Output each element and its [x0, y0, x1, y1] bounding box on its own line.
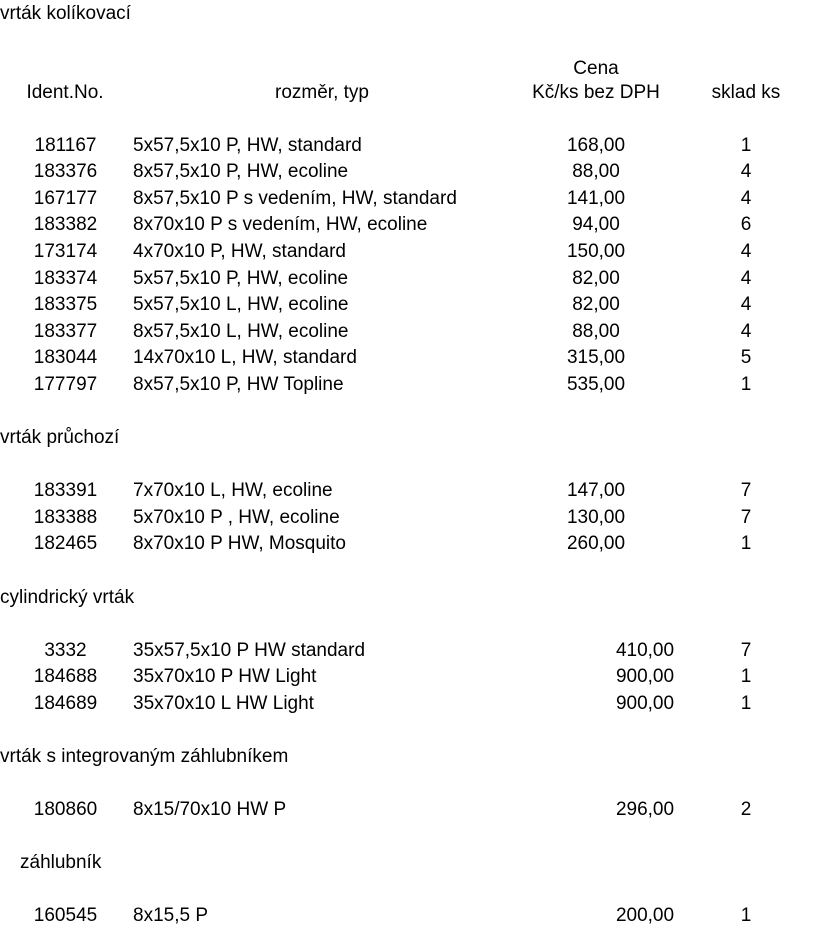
row-stock: 7 — [740, 480, 752, 501]
row-stock: 1 — [740, 693, 752, 714]
row-size: 8x57,5x10 P, HW, ecoline — [133, 161, 349, 182]
row-price: 88,00 — [572, 321, 620, 342]
row-stock: 7 — [740, 507, 752, 528]
section-title-kolikovaci: vrták kolíkovací — [0, 3, 131, 24]
row-size: 8x57,5x10 P, HW Topline — [133, 374, 344, 395]
row-size: 5x57,5x10 L, HW, ecoline — [133, 294, 349, 315]
row-id: 184688 — [33, 666, 98, 687]
section-title-zahlubnik: záhlubník — [20, 852, 102, 873]
row-id: 167177 — [33, 188, 98, 209]
row-id: 183374 — [33, 268, 98, 289]
row-price: 410,00 — [615, 640, 675, 661]
row-price: 130,00 — [566, 507, 626, 528]
section-title-integrovany-zahlubnik: vrták s integrovaným záhlubníkem — [0, 746, 289, 767]
row-stock: 4 — [740, 241, 752, 262]
row-price: 535,00 — [566, 374, 626, 395]
row-stock: 1 — [740, 374, 752, 395]
row-price: 88,00 — [572, 161, 620, 182]
row-size: 14x70x10 L, HW, standard — [133, 347, 357, 368]
row-stock: 6 — [740, 214, 752, 235]
row-size: 8x15,5 P — [133, 905, 208, 926]
section-title-cylindricky: cylindrický vrták — [0, 587, 135, 608]
row-price: 900,00 — [615, 666, 675, 687]
row-id: 183375 — [33, 294, 98, 315]
row-stock: 1 — [740, 533, 752, 554]
row-size: 35x70x10 P HW Light — [133, 666, 317, 687]
row-size: 8x57,5x10 P s vedením, HW, standard — [133, 188, 457, 209]
row-price: 200,00 — [615, 905, 675, 926]
row-size: 8x70x10 P s vedením, HW, ecoline — [133, 214, 428, 235]
header-size: rozměr, typ — [275, 82, 369, 103]
row-size: 35x57,5x10 P HW standard — [133, 640, 366, 661]
row-id: 173174 — [33, 241, 98, 262]
row-price: 168,00 — [566, 135, 626, 156]
row-id: 183376 — [33, 161, 98, 182]
row-stock: 4 — [740, 268, 752, 289]
row-id: 160545 — [33, 905, 98, 926]
row-size: 5x70x10 P , HW, ecoline — [133, 507, 340, 528]
row-id: 183388 — [33, 507, 98, 528]
header-price-line1: Cena — [573, 58, 619, 79]
header-stock: sklad ks — [711, 82, 781, 103]
row-size: 8x57,5x10 L, HW, ecoline — [133, 321, 349, 342]
header-price-line2: Kč/ks bez DPH — [532, 82, 660, 103]
row-id: 184689 — [33, 693, 98, 714]
row-price: 82,00 — [572, 294, 620, 315]
header-ident: Ident.No. — [26, 82, 104, 103]
row-price: 82,00 — [572, 268, 620, 289]
row-size: 4x70x10 P, HW, standard — [133, 241, 346, 262]
row-id: 180860 — [33, 799, 98, 820]
row-id: 183044 — [33, 347, 98, 368]
row-stock: 2 — [740, 799, 752, 820]
row-stock: 4 — [740, 321, 752, 342]
row-stock: 1 — [740, 905, 752, 926]
row-size: 5x57,5x10 P, HW, ecoline — [133, 268, 349, 289]
row-price: 900,00 — [615, 693, 675, 714]
row-id: 3332 — [44, 640, 87, 661]
section-title-pruchozi: vrták průchozí — [0, 427, 120, 448]
row-size: 8x70x10 P HW, Mosquito — [133, 533, 346, 554]
row-stock: 4 — [740, 188, 752, 209]
row-size: 8x15/70x10 HW P — [133, 799, 287, 820]
row-price: 315,00 — [566, 347, 626, 368]
row-price: 147,00 — [566, 480, 626, 501]
row-price: 150,00 — [566, 241, 626, 262]
row-stock: 4 — [740, 294, 752, 315]
row-price: 260,00 — [566, 533, 626, 554]
row-stock: 5 — [740, 347, 752, 368]
row-id: 183377 — [33, 321, 98, 342]
row-stock: 1 — [740, 135, 752, 156]
row-stock: 7 — [740, 640, 752, 661]
row-size: 35x70x10 L HW Light — [133, 693, 314, 714]
row-id: 181167 — [34, 135, 97, 156]
row-price: 94,00 — [572, 214, 620, 235]
row-id: 183382 — [33, 214, 98, 235]
row-price: 296,00 — [615, 799, 675, 820]
row-stock: 4 — [740, 161, 752, 182]
row-size: 7x70x10 L, HW, ecoline — [133, 480, 333, 501]
row-id: 183391 — [33, 480, 98, 501]
row-size: 5x57,5x10 P, HW, standard — [133, 135, 362, 156]
row-id: 182465 — [33, 533, 98, 554]
row-price: 141,00 — [566, 188, 626, 209]
row-stock: 1 — [740, 666, 752, 687]
row-id: 177797 — [33, 374, 98, 395]
